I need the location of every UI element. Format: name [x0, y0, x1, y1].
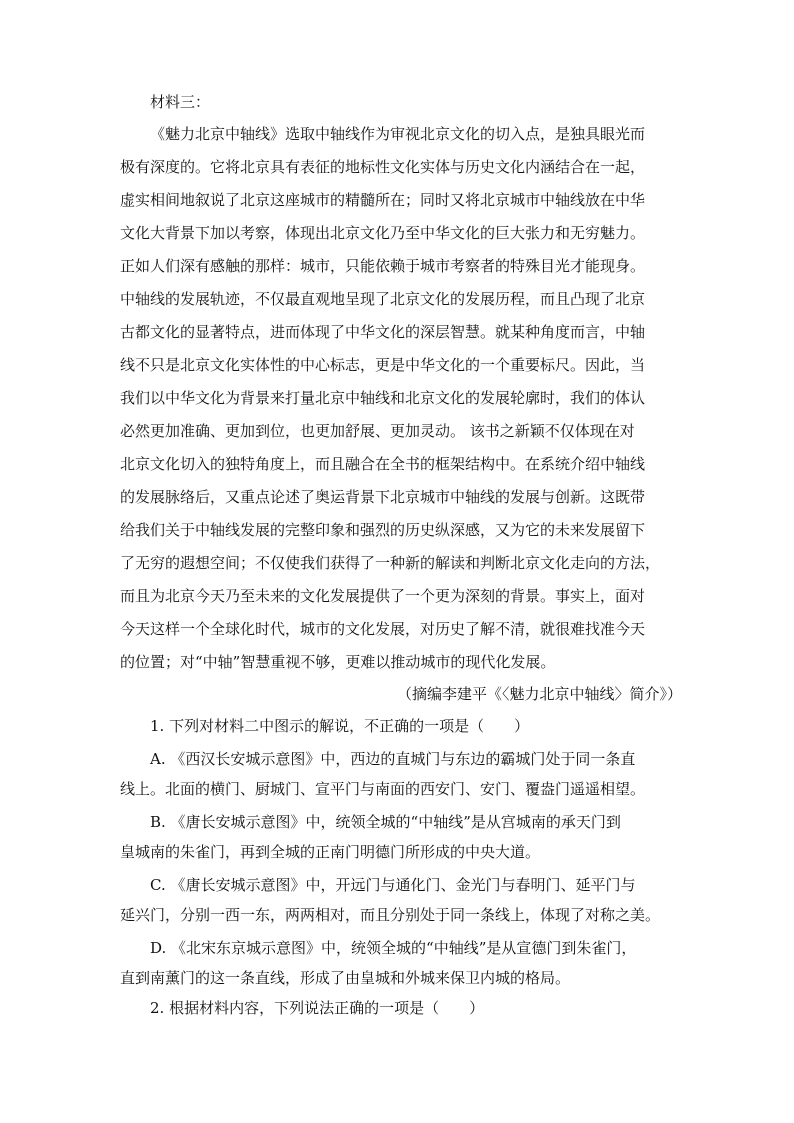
- paragraph-line: 给我们关于中轴线发展的完整印象和强烈的历史纵深感，又为它的未来发展留下: [120, 521, 646, 539]
- option-a-line-2: 线上。北面的横门、厨城门、宣平门与南面的西安门、安门、覆盎门遥遥相望。: [120, 780, 646, 798]
- source-citation: （摘编李建平《〈魅力北京中轴线〉简介》）: [396, 685, 682, 703]
- question-2-stem: 2. 根据材料内容，下列说法正确的一项是（ ）: [150, 999, 485, 1017]
- paragraph-line: 今天这样一个全球化时代，城市的文化发展，对历史了解不清，就很难找准今天: [120, 620, 646, 638]
- option-a-line-1: A. 《西汉长安城示意图》中，西边的直城门与东边的霸城门处于同一条直: [150, 750, 636, 768]
- paragraph-line: 中轴线的发展轨迹，不仅最直观地呈现了北京文化的发展历程，而且凸现了北京: [120, 290, 646, 308]
- option-b-line-1: B. 《唐长安城示意图》中，统领全城的“中轴线”是从宫城南的承天门到: [150, 813, 621, 831]
- option-c-line-2: 延兴门，分别一西一东，两两相对，而且分别处于同一条线上，体现了对称之美。: [120, 906, 661, 924]
- paragraph-line: 线不只是北京文化实体性的中心标志，更是中华文化的一个重要标尺。因此，当: [120, 356, 646, 374]
- paragraph-line: 北京文化切入的独特角度上，而且融合在全书的框架结构中。在系统介绍中轴线: [120, 455, 646, 473]
- paragraph-line: 了无穷的遐想空间；不仅使我们获得了一种新的解读和判断北京文化走向的方法，: [120, 554, 661, 572]
- option-b-line-2: 皇城南的朱雀门，再到全城的正南门明德门所形成的中央大道。: [120, 843, 541, 861]
- paragraph-line: 《魅力北京中轴线》选取中轴线作为审视北京文化的切入点，是独具眼光而: [150, 125, 646, 143]
- paragraph-line: 的发展脉络后，又重点论述了奥运背景下北京城市中轴线的发展与创新。这既带: [120, 488, 646, 506]
- paragraph-line: 我们以中华文化为背景来打量北京中轴线和北京文化的发展轮廓时，我们的体认: [120, 389, 646, 407]
- paragraph-line: 文化大背景下加以考察，体现出北京文化乃至中华文化的巨大张力和无穷魅力。: [120, 224, 646, 242]
- paragraph-line: 必然更加准确、更加到位，也更加舒展、更加灵动。 该书之新颖不仅体现在对: [120, 422, 635, 440]
- paragraph-line: 虚实相间地叙说了北京这座城市的精髓所在；同时又将北京城市中轴线放在中华: [120, 191, 646, 209]
- paragraph-line: 古都文化的显著特点，进而体现了中华文化的深层智慧。就某种角度而言，中轴: [120, 323, 646, 341]
- paragraph-line: 正如人们深有感触的那样：城市，只能依赖于城市考察者的特殊目光才能现身。: [120, 257, 646, 275]
- paragraph-line: 而且为北京今天乃至未来的文化发展提供了一个更为深刻的背景。事实上，面对: [120, 587, 646, 605]
- option-c-line-1: C. 《唐长安城示意图》中，开远门与通化门、金光门与春明门、延平门与: [150, 876, 636, 894]
- material-heading: 材料三：: [150, 93, 211, 111]
- paragraph-line: 的位置；对“中轴”智慧重视不够，更难以推动城市的现代化发展。: [120, 653, 556, 671]
- option-d-line-1: D. 《北宋东京城示意图》中，统领全城的“中轴线”是从宣德门到朱雀门，: [150, 939, 637, 957]
- question-1-stem: 1. 下列对材料二中图示的解说，不正确的一项是（ ）: [150, 717, 530, 735]
- paragraph-line: 极有深度的。它将北京具有表征的地标性文化实体与历史文化内涵结合在一起，: [120, 158, 646, 176]
- option-d-line-2: 直到南薰门的这一条直线，形成了由皇城和外城来保卫内城的格局。: [120, 969, 571, 987]
